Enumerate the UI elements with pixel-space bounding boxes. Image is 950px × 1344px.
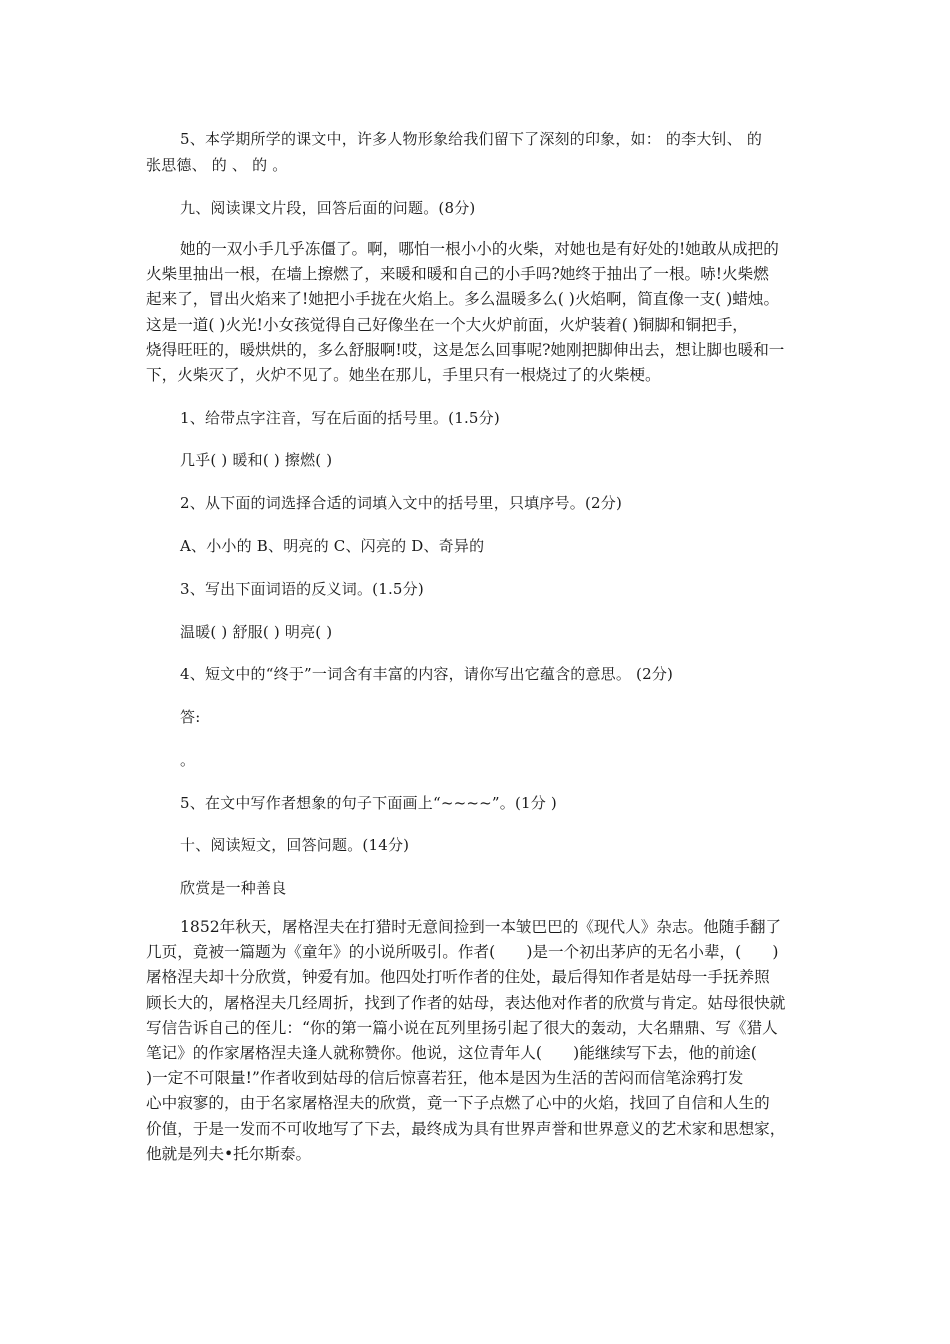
passage9-line: 起来了，冒出火焰来了!她把小手拢在火焰上。多么温暖多么( )火焰啊，简直像一支( )蜡烛。 (146, 290, 780, 309)
passage9-line: 下，火柴灭了，火炉不见了。她坐在那儿，手里只有一根烧过了的火柴梗。 (146, 366, 661, 385)
passage10 (146, 915, 810, 1167)
question9-5: 5、在文中写作者想象的句子下面画上“~~~~”。(1分 ) (180, 794, 557, 812)
question9-2: 2、从下面的词选择合适的词填入文中的括号里，只填序号。(2分) (180, 494, 622, 512)
passage9-line: 她的一双小手几乎冻僵了。啊，哪怕一根小小的火柴，对她也是有好处的!她敢从成把的 (180, 240, 779, 258)
passage10-line: 屠格涅夫却十分欣赏，钟爱有加。他四处打听作者的住处，最后得知作者是姑母一手抚养照 (146, 968, 770, 987)
question9-2-options: A、小小的 B、明亮的 C、闪亮的 D、奇异的 (180, 537, 485, 555)
passage10-line: 顾长大的，屠格涅夫几经周折，找到了作者的姑母，表达他对作者的欣赏与肯定。姑母很快就 (146, 993, 786, 1012)
passage9-line: 这是一道( )火光!小女孩觉得自己好像坐在一个大火炉前面，火炉装着( )铜脚和铜把手， (146, 315, 748, 334)
answer-label: 答: (180, 708, 201, 726)
question9-1: 1、给带点字注音，写在后面的括号里。(1.5分) (180, 409, 500, 427)
passage9-line: 烧得旺旺的，暖烘烘的，多么舒服啊!哎，这是怎么回事呢?她刚把脚伸出去，想让脚也暖和一 (146, 340, 785, 359)
passage9-line: 火柴里抽出一根，在墙上擦燃了，来暖和暖和自己的小手吗?她终于抽出了一根。哧!火柴燃 (146, 265, 769, 284)
answer-end: 。 (180, 751, 196, 769)
question9-1-items: 几乎( ) 暖和( ) 擦燃( ) (180, 451, 333, 469)
passage10-line: 1852年秋天，屠格涅夫在打猎时无意间捡到一本皱巴巴的《现代人》杂志。他随手翻了 (180, 918, 782, 936)
q8-item5-line2: 张思德、 的 、 的 。 (146, 156, 288, 174)
question9-3: 3、写出下面词语的反义词。(1.5分) (180, 580, 424, 598)
passage10-title: 欣赏是一种善良 (180, 879, 287, 897)
section10-heading: 十、阅读短文，回答问题。(14分) (180, 836, 410, 854)
passage9 (146, 237, 810, 388)
passage10-line: 价值，于是一发而不可收地写了下去，最终成为具有世界声誉和世界意义的艺术家和思想家， (146, 1119, 786, 1138)
question9-3-items: 温暖( ) 舒服( ) 明亮( ) (180, 623, 333, 641)
passage10-line: 笔记》的作家屠格涅夫逢人就称赞你。他说，这位青年人( )能继续写下去，他的前途( (146, 1044, 757, 1063)
q8-item5-line1: 5、本学期所学的课文中，许多人物形象给我们留下了深刻的印象，如： 的李大钊、 的 (180, 130, 763, 148)
passage10-line: 写信告诉自己的侄儿：“你的第一篇小说在瓦列里扬引起了很大的轰动，大名鼎鼎、写《猎人 (146, 1018, 778, 1037)
section9-heading: 九、阅读课文片段，回答后面的问题。(8分) (180, 199, 476, 217)
passage10-line: 心中寂寥的，由于名家屠格涅夫的欣赏，竟一下子点燃了心中的火焰，找回了自信和人生的 (146, 1094, 770, 1113)
passage10-line: )一定不可限量!”作者收到姑母的信后惊喜若狂，他本是因为生活的苦闷而信笔涂鸦打发 (146, 1069, 744, 1088)
passage10-line: 他就是列夫•托尔斯泰。 (146, 1144, 312, 1163)
question9-4: 4、短文中的“终于”一词含有丰富的内容，请你写出它蕴含的意思。 (2分) (180, 665, 674, 683)
passage10-line: 几页，竟被一篇题为《童年》的小说所吸引。作者( )是一个初出茅庐的无名小辈，( ) (146, 943, 779, 962)
